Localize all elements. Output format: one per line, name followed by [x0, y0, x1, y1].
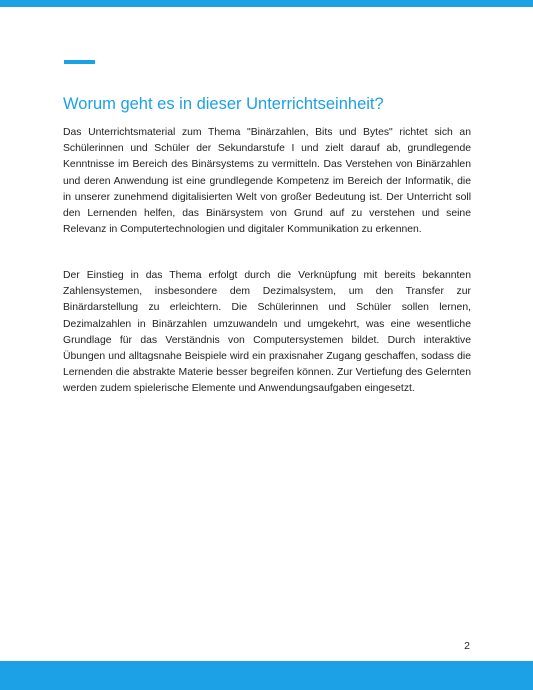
heading-accent-dash [64, 60, 95, 64]
top-accent-bar [0, 0, 533, 7]
page-number: 2 [464, 640, 470, 652]
bottom-accent-bar [0, 661, 533, 690]
approach-paragraph: Der Einstieg in das Thema erfolgt durch die Verknüpfung mit bereits bekannten Zahlensystemen, insbesondere dem Dezimalsystem, um den Transfer zur Binärdarstellung zu erleichtern. Die Schülerinnen und Schüler sollen lernen, Dezimalzahlen in Binärzahlen umzuwandeln und umgekehrt, was eine wesentliche Grundlage für das Verständnis von Computersystemen bildet. Durch interaktive Übungen und alltagsnahe Beispiele wird ein praxisnaher Zugang geschaffen, sodass die Lernenden die abstrakte Materie besser begreifen können. Zur Vertiefung des Gelernten werden zudem spielerische Elemente und Anwendungsaufgaben eingesetzt. [63, 270, 471, 395]
intro-paragraph: Das Unterrichtsmaterial zum Thema "Binärzahlen, Bits und Bytes" richtet sich an Schülerinnen und Schüler der Sekundarstufe I und zielt darauf ab, grundlegende Kenntnisse im Bereich des Binärsystems zu vermitteln. Das Verstehen von Binärzahlen und deren Anwendung ist eine grundlegende Kompetenz im Bereich der Informatik, die in unserer zunehmend digitalisierten Welt von großer Bedeutung ist. Der Unterricht soll den Lernenden helfen, das Binärsystem von Grund auf zu verstehen und seine Relevanz in Computertechnologien und digitaler Kommunikation zu erkennen. [63, 127, 471, 236]
section-heading: Worum geht es in dieser Unterrichtseinheit? [63, 95, 384, 113]
